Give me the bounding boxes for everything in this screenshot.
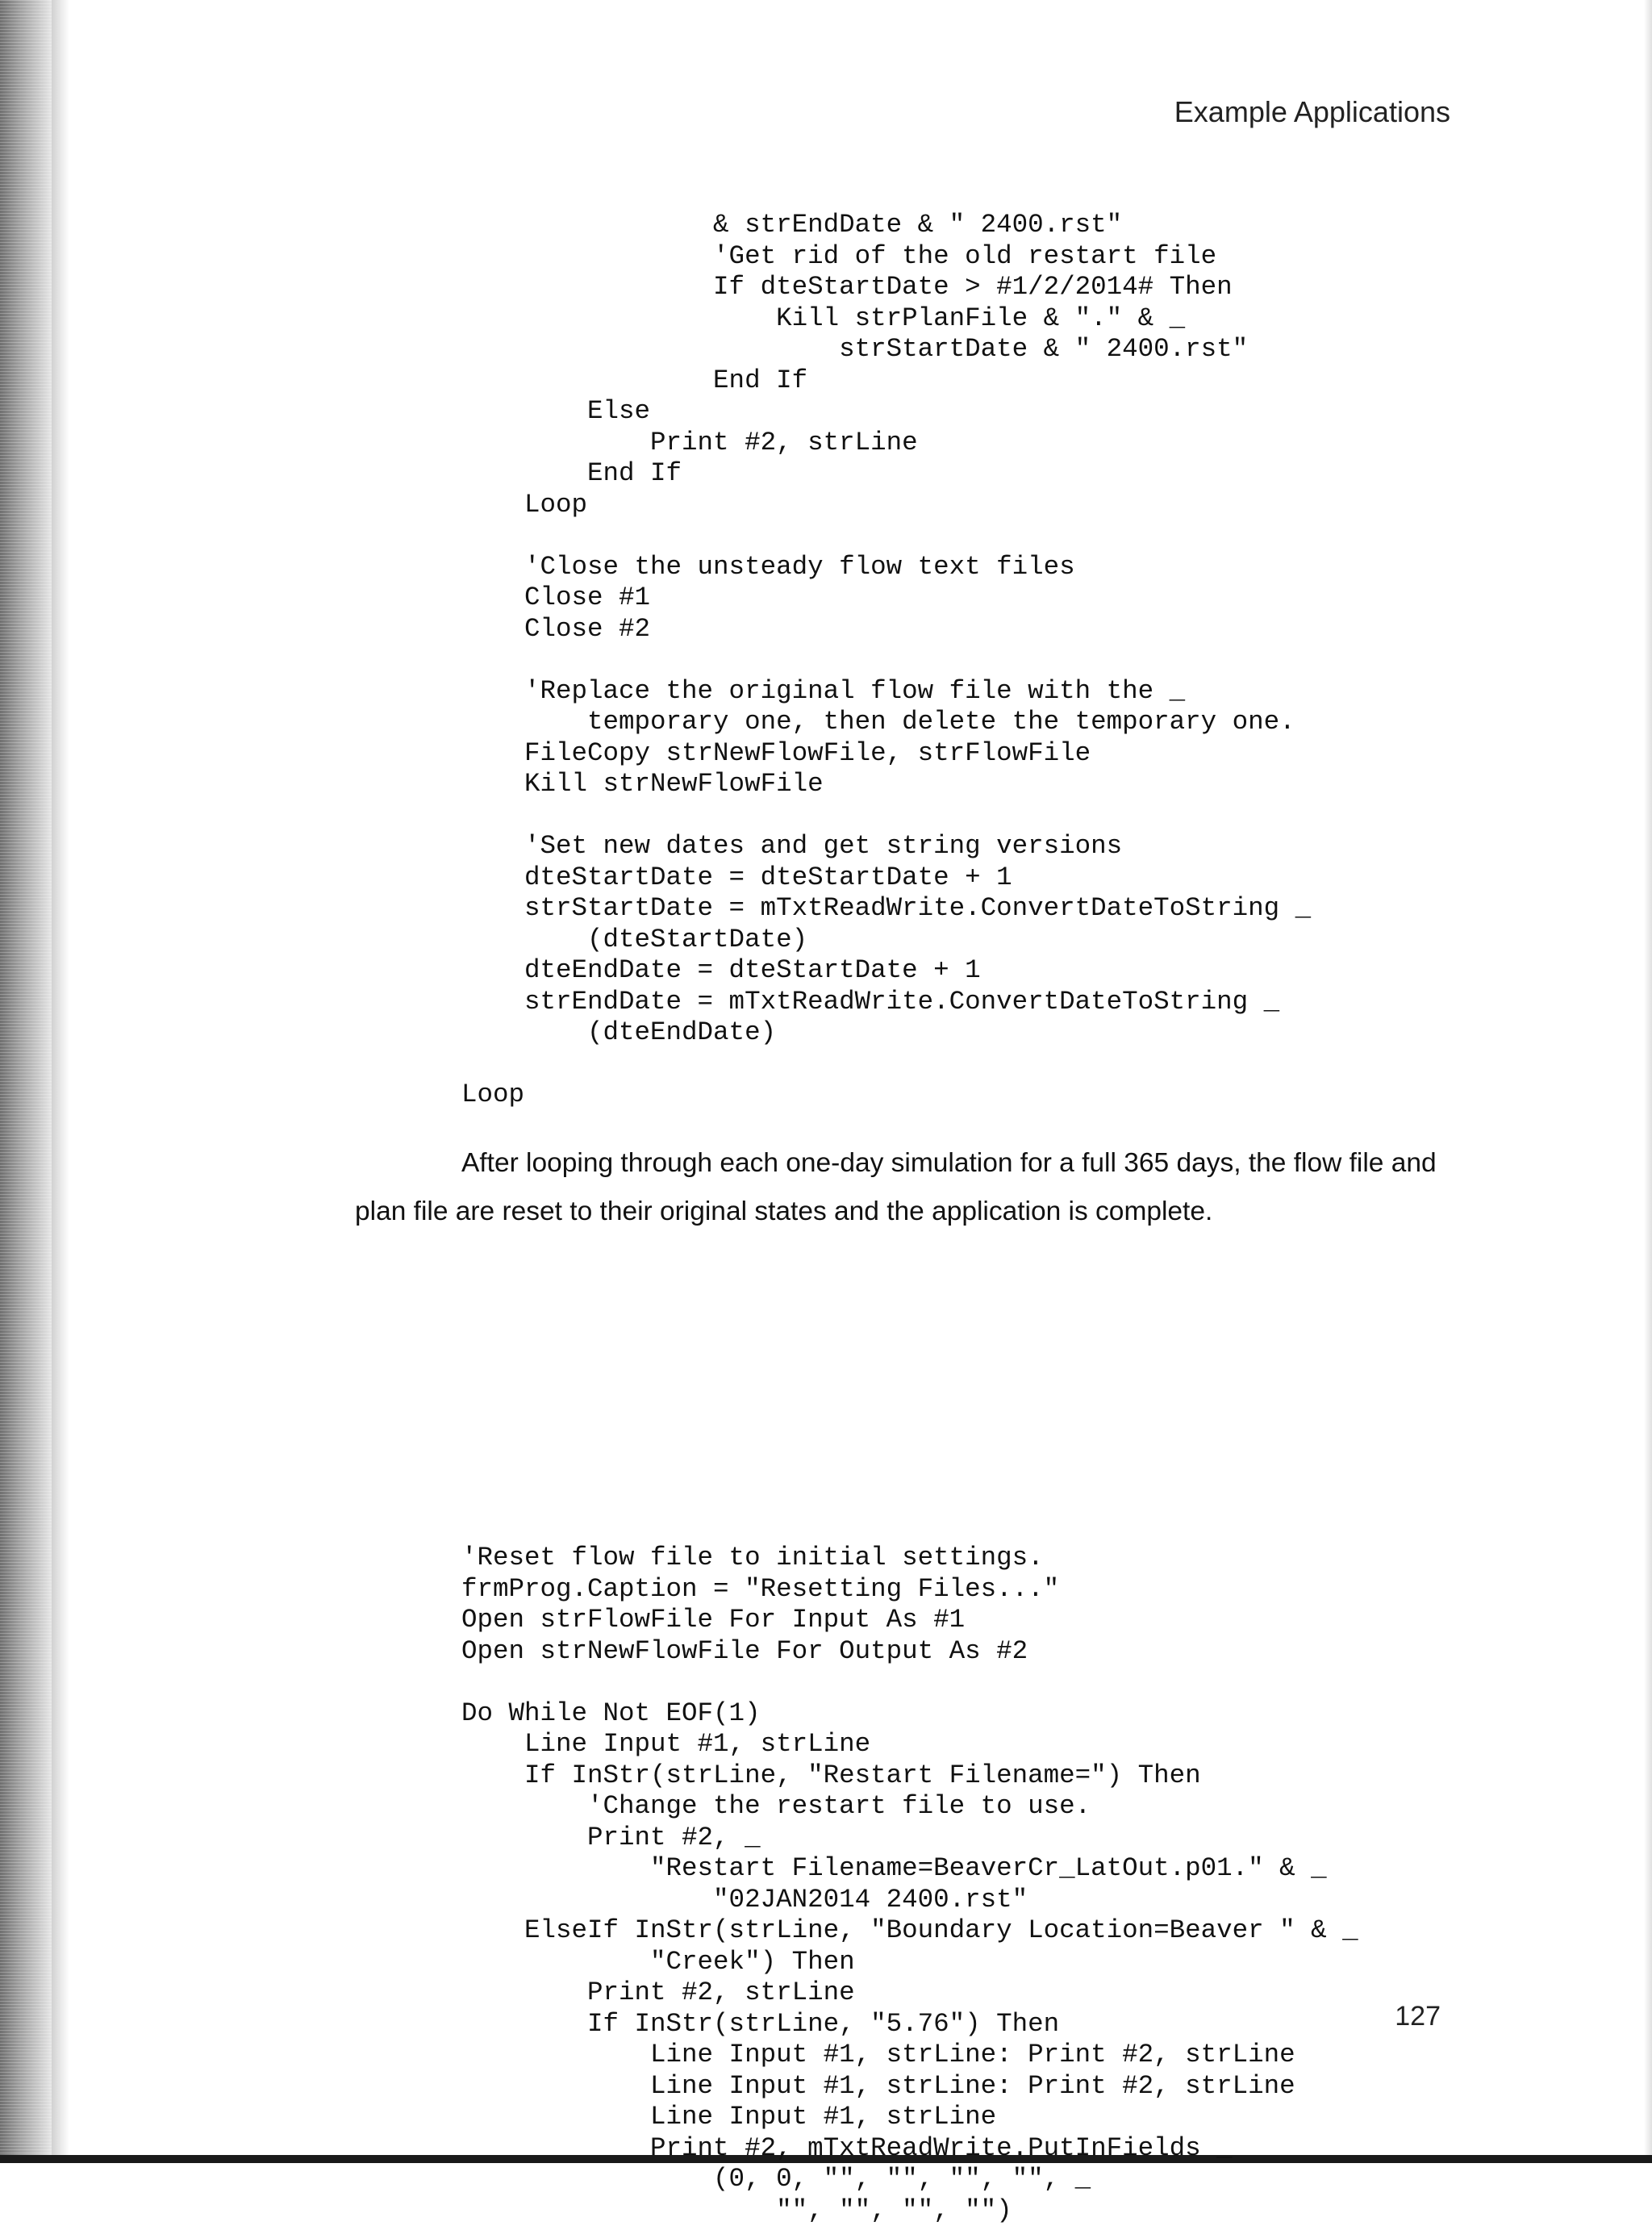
page-right-edge (1644, 0, 1652, 2163)
body-paragraph: After looping through each one-day simulation for a full 365 days, the flow file and plan file are reset to their original states and the application is complete. (355, 1148, 1437, 1226)
code-block-reset-files: 'Reset flow file to initial settings. frmProg.Caption = "Resetting Files..." Open strFlowFile For Input As #1 Open strNewFlowFile For Output As #2 Do While Not EOF(1) Line Input #1, strLine If InStr(strLine, "Restart Filename=") Then 'Change the restart file to use. Print #2, _ "Restart Filename=BeaverCr_LatOut.p01." & _ "02JAN2014 2400.rst" ElseIf InStr(strLine, "Boundary Location=Beaver " & _ "Creek") Then Print #2, strLine If InStr(strLine, "5.76") Then Line Input #1, strLine: Print #2, strLine Line Input #1, strLine: Print #2, strLine Line Input #1, strLine Print #2, mTxtReadWrite.PutInFields _ (0, 0, "", "", "", "", _ "", "", "", "") (461, 1543, 1358, 2225)
book-binding-shadow (0, 0, 52, 2163)
binding-gutter-shadow (52, 0, 69, 2163)
running-header: Example Applications (1174, 95, 1450, 128)
code-block-loop-continuation: & strEndDate & " 2400.rst" 'Get rid of the old restart file If dteStartDate > #1/2/2014# Then Kill strPlanFile & "." & _ strStartDate & " 2400.rst" End If Else Print #2, strLine End If Loop 'Close the unsteady flow text files Close #1 Close #2 'Replace the original flow file with the _ temporary one, then delete the temporary one. FileCopy strNewFlowFile, strFlowFile Kill strNewFlowFile 'Set new dates and get string versions dteStartDate = dteStartDate + 1 strStartDate = mTxtReadWrite.ConvertDateToString _ (dteStartDate) dteEndDate = dteStartDate + 1 strEndDate = mTxtReadWrite.ConvertDateToString _ (dteEndDate) Loop (461, 210, 1312, 1109)
page-number: 127 (1395, 2001, 1441, 2032)
